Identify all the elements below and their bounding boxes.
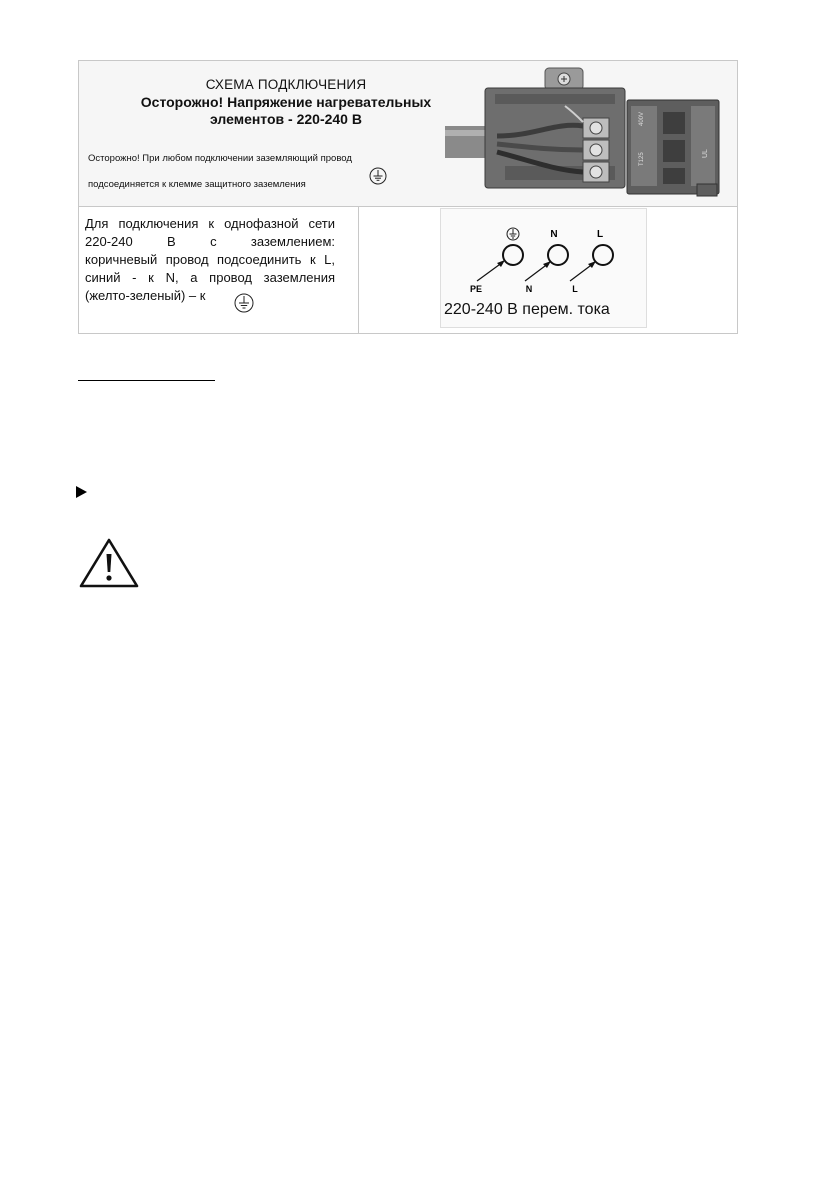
ground-note-line2: подсоединяется к клемме защитного заземления — [88, 179, 306, 190]
terminal-n — [548, 245, 568, 265]
terminal-connection-diagram — [441, 209, 646, 299]
connection-scheme-panel — [78, 60, 738, 334]
temperature-marking: T125 — [639, 152, 645, 166]
terminal-l — [593, 245, 613, 265]
instruction-line: (желто-зеленый) – к — [85, 288, 206, 303]
terminal-label-n: N — [525, 284, 533, 294]
instruction-line: коричневый провод подсоединить к L, — [85, 252, 335, 267]
scheme-header-row — [79, 61, 737, 207]
voltage-warning-line2: элементов - 220-240 В — [210, 111, 362, 127]
terminal-label-l-top: L — [596, 229, 604, 240]
terminal-label-l: L — [572, 284, 578, 294]
wiring-diagram — [440, 208, 647, 328]
warning-triangle-icon — [78, 537, 140, 589]
terminal-label-pe: PE — [469, 284, 483, 294]
ul-marking: UL — [702, 149, 709, 158]
terminal-block-illustration — [445, 66, 722, 201]
instructions-cell — [79, 207, 358, 333]
ground-symbol-icon — [234, 293, 254, 313]
ground-symbol-icon — [507, 228, 519, 240]
instruction-line: 220-240 В с заземлением: — [85, 234, 335, 249]
supply-voltage-label: 220-240 В перем. тока — [444, 301, 610, 318]
scheme-title: СХЕМА ПОДКЛЮЧЕНИЯ — [205, 77, 367, 92]
rating-marking: 400V — [639, 111, 645, 126]
voltage-warning-line1: Осторожно! Напряжение нагревательных — [140, 94, 432, 110]
terminal-label-n-top: N — [550, 229, 558, 240]
wiring-cell — [359, 207, 737, 333]
instruction-line: синий - к N, а провод заземления — [85, 270, 335, 285]
play-bullet-icon — [76, 486, 87, 498]
section-rule — [78, 380, 215, 381]
ground-symbol-icon — [369, 167, 387, 185]
instructions-paragraph — [85, 215, 335, 305]
instruction-line: Для подключения к однофазной сети — [85, 216, 335, 231]
ground-note-line1: Осторожно! При любом подключении заземляющий провод — [88, 153, 352, 164]
terminal-pe — [503, 245, 523, 265]
